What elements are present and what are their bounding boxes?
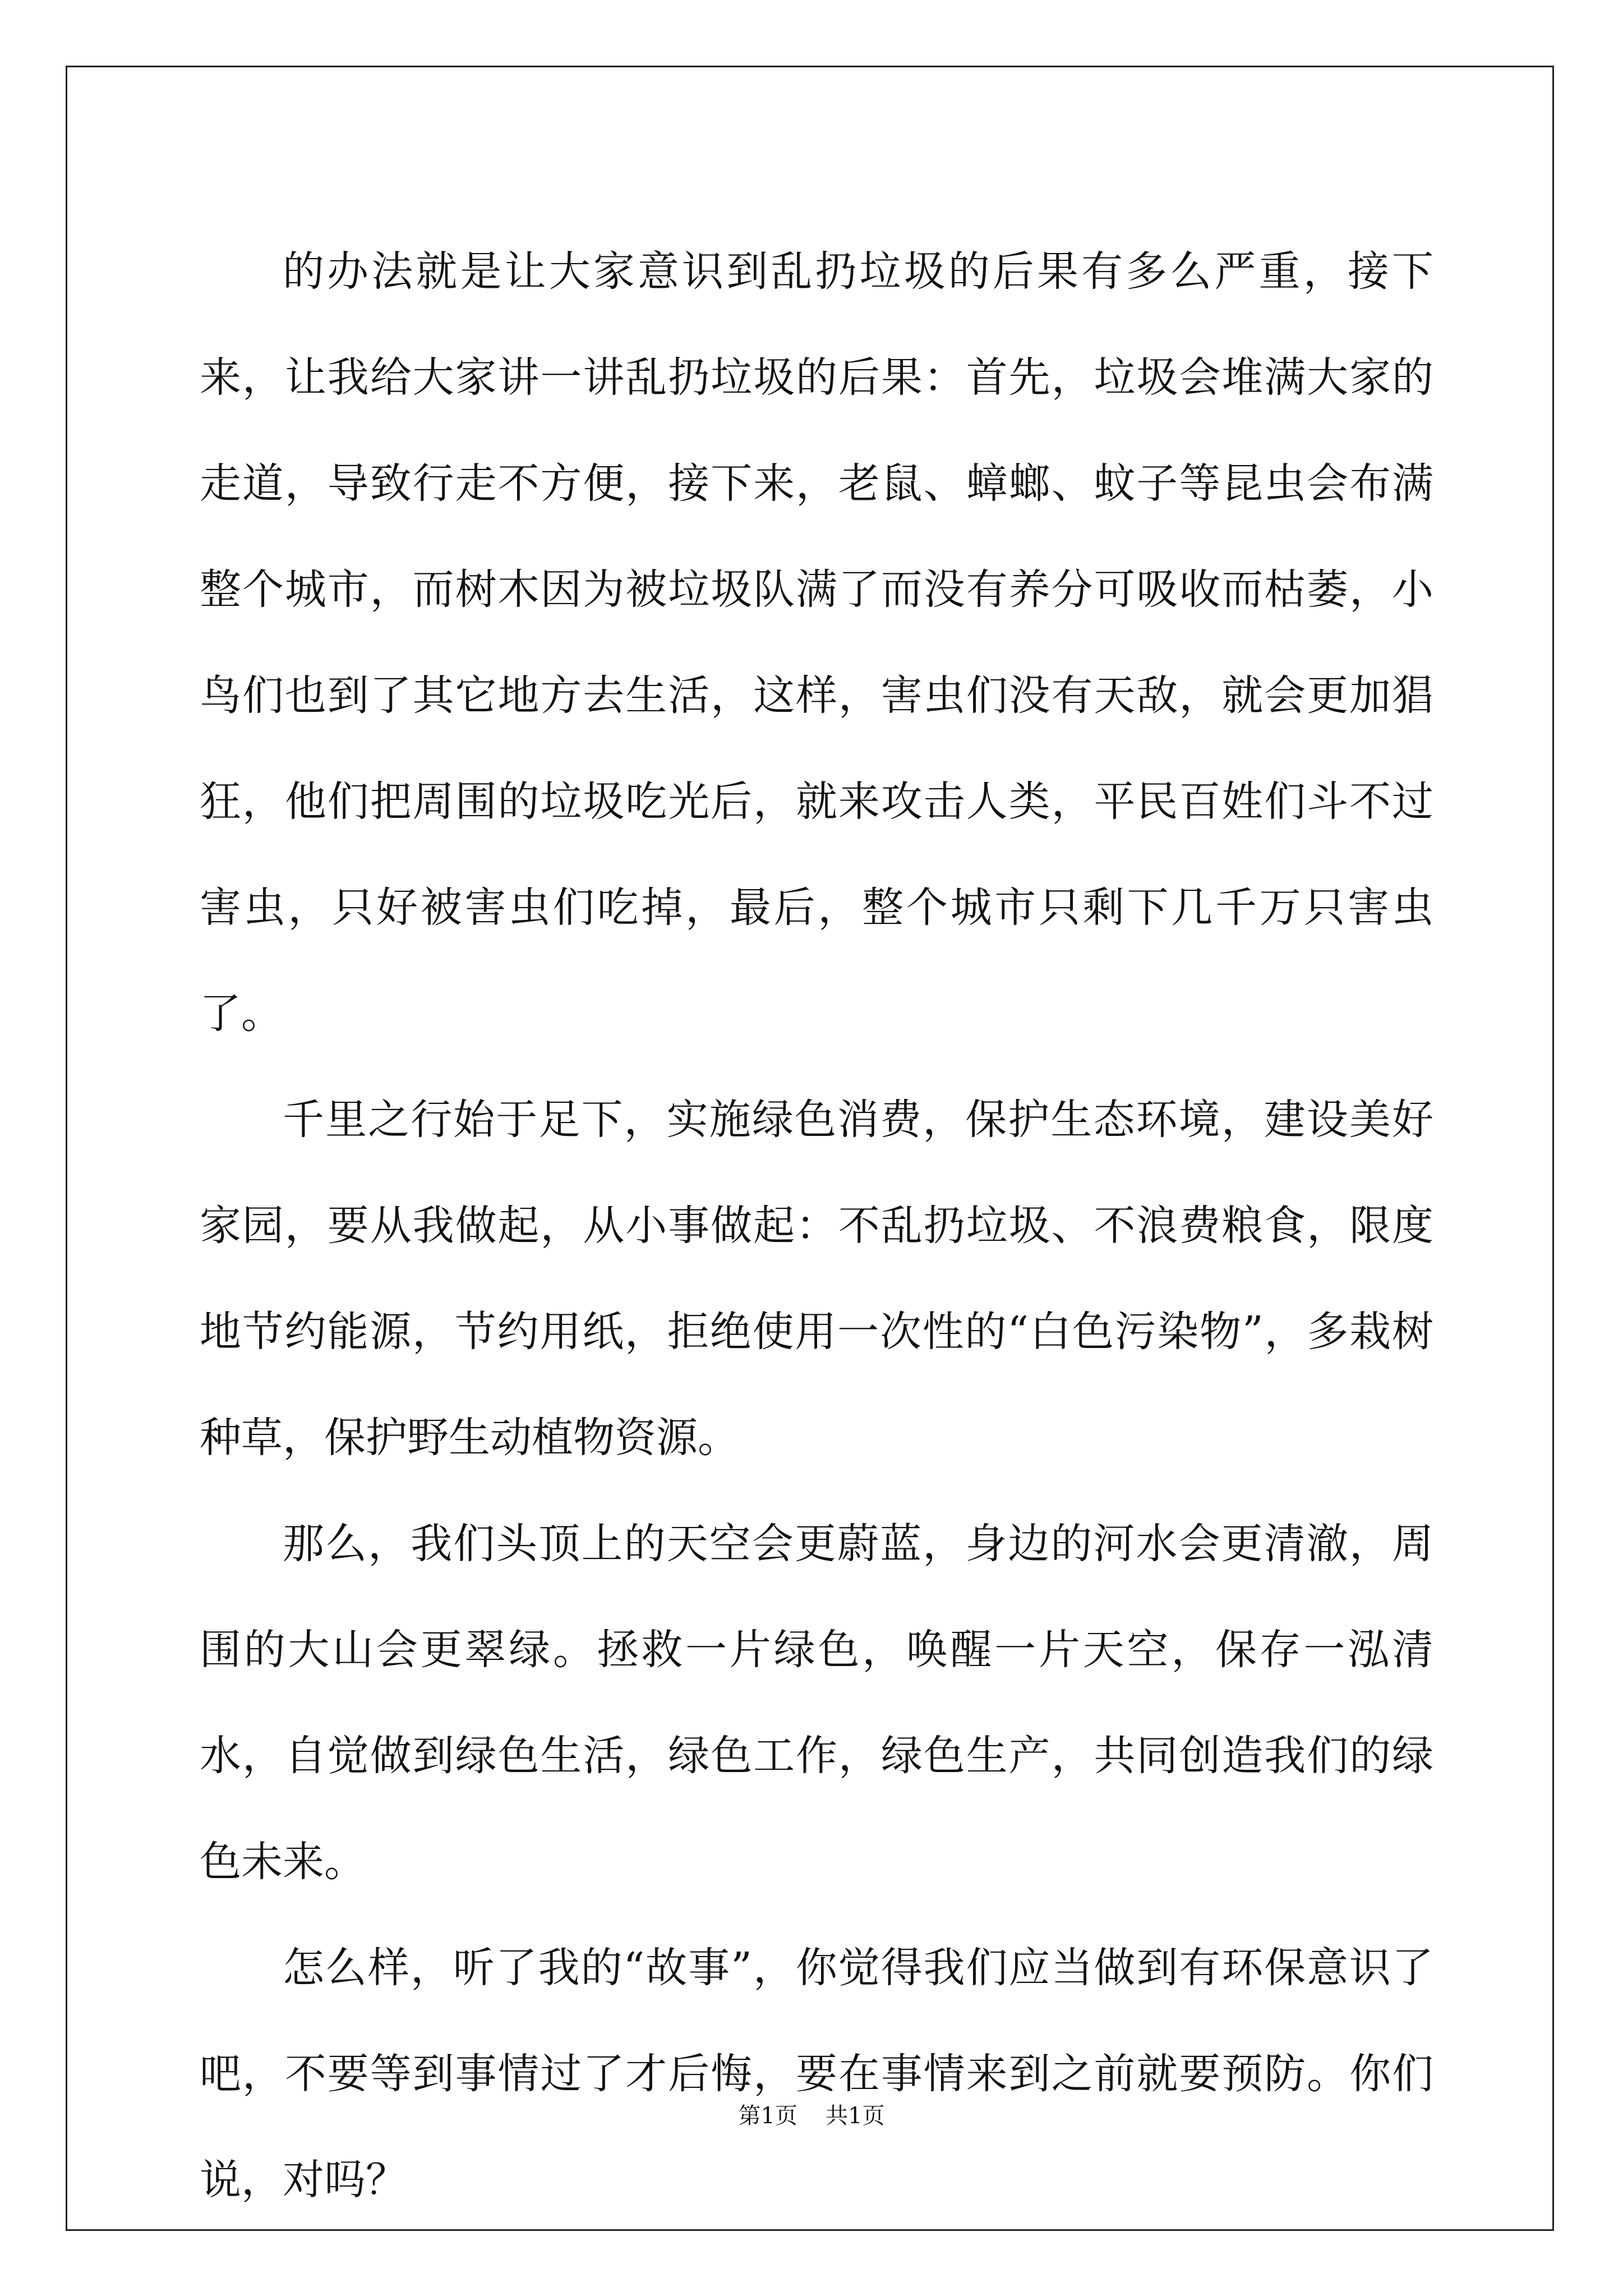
paragraph: 千里之行始于足下，实施绿色消费，保护生态环境，建设美好家园，要从我做起，从小事做起：不乱扔垃圾、不浪费粮食，限度地节约能源，节约用纸，拒绝使用一次性的“白色污染物”，多栽树种草，保护野生动植物资源。 xyxy=(200,1096,1433,1462)
paragraph: 那么，我们头顶上的天空会更蔚蓝，身边的河水会更清澈，周围的大山会更翠绿。拯救一片绿色，唤醒一片天空，保存一泓清水，自觉做到绿色生活，绿色工作，绿色生产，共同创造我们的绿色未来。 xyxy=(200,1520,1433,1886)
page-footer xyxy=(0,2099,1623,2133)
paragraph: 的办法就是让大家意识到乱扔垃圾的后果有多么严重，接下来，让我给大家讲一讲乱扔垃圾的后果：首先，垃圾会堆满大家的走道，导致行走不方便，接下来，老鼠、蟑螂、蚊子等昆虫会布满整个城市，而树木因为被垃圾队满了而没有养分可吸收而枯萎，小鸟们也到了其它地方去生活，这样，害虫们没有天敌，就会更加猖狂，他们把周围的垃圾吃光后，就来攻击人类，平民百姓们斗不过害虫，只好被害虫们吃掉，最后，整个城市只剩下几千万只害虫了。 xyxy=(200,247,1433,1038)
page-number: 第1页 xyxy=(738,2103,797,2129)
document-body xyxy=(200,219,1433,2233)
page-total: 共1页 xyxy=(826,2103,885,2129)
paragraph: 怎么样，听了我的“故事”，你觉得我们应当做到有环保意识了吧，不要等到事情过了才后悔，要在事情来到之前就要预防。你们说，对吗？ xyxy=(200,1944,1433,2204)
